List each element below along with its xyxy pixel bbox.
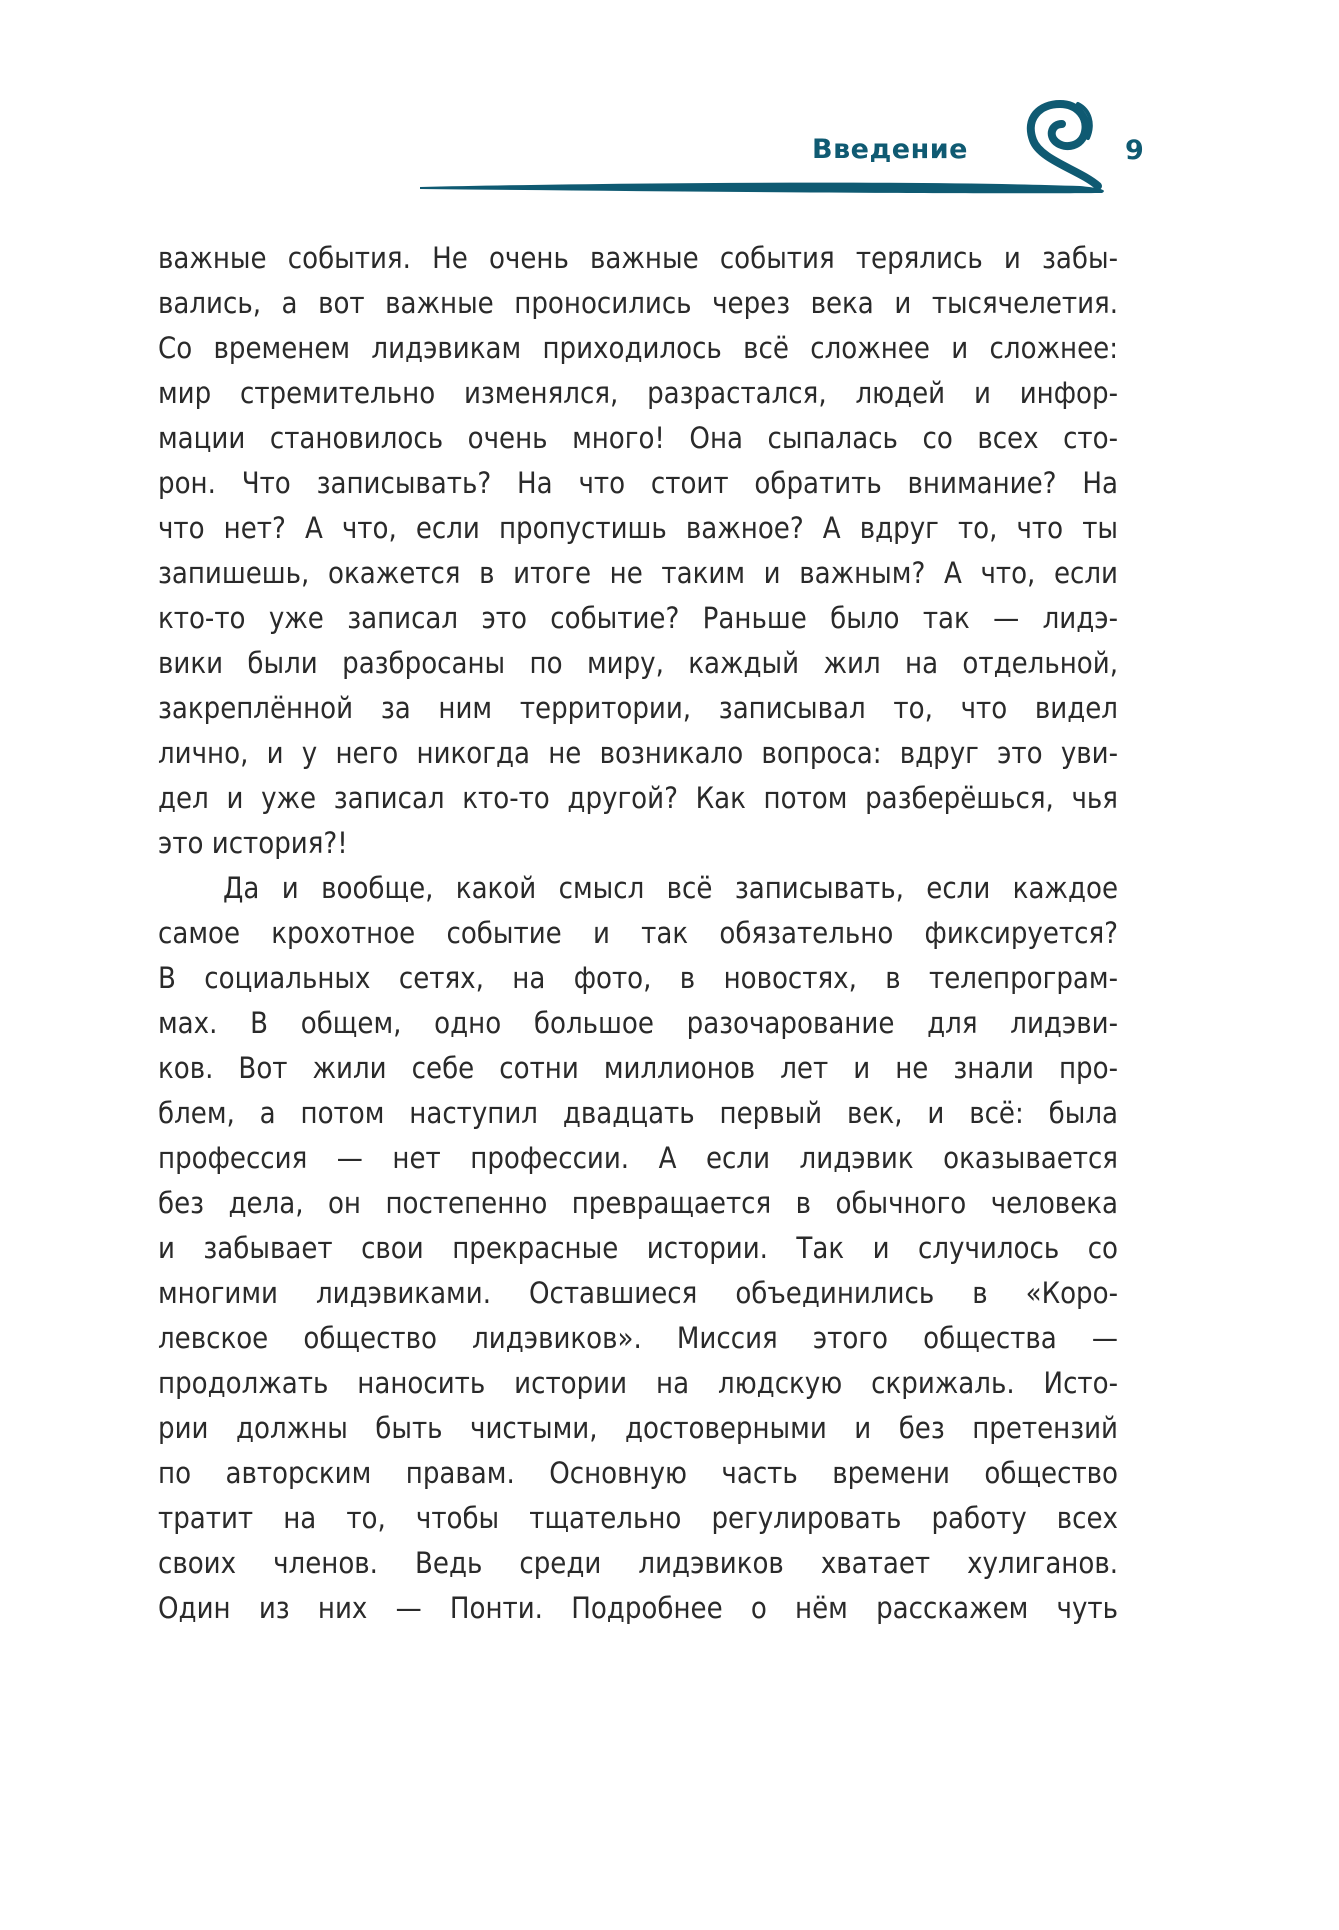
text-line: самое крохотное событие и так обязательно фиксируется?	[158, 916, 1118, 950]
text-line: вики были разбросаны по миру, каждый жил на отдельной,	[158, 646, 1118, 680]
text-line: мир стремительно изменялся, разрастался, людей и инфор-	[158, 376, 1118, 410]
header-ornament	[0, 0, 1339, 220]
text-line: важные события. Не очень важные события терялись и забы-	[158, 241, 1118, 275]
header-rule-line	[420, 183, 1104, 194]
text-line: Со временем лидэвикам приходилось всё сложнее и сложнее:	[158, 331, 1118, 365]
text-line: многими лидэвиками. Оставшиеся объединились в «Коро-	[158, 1276, 1118, 1310]
text-line: без дела, он постепенно превращается в обычного человека	[158, 1186, 1118, 1220]
paragraph	[158, 236, 1118, 866]
text-line: лично, и у него никогда не возникало вопроса: вдруг это уви-	[158, 736, 1118, 770]
swirl-ornament-icon	[1031, 104, 1098, 186]
text-line: рии должны быть чистыми, достоверными и без претензий	[158, 1411, 1118, 1445]
text-line: тратит на то, чтобы тщательно регулировать работу всех	[158, 1501, 1118, 1535]
text-line: профессия — нет профессии. А если лидэвик оказывается	[158, 1141, 1118, 1175]
text-line: закреплённой за ним территории, записывал то, что видел	[158, 691, 1118, 725]
text-line: мах. В общем, одно большое разочарование для лидэви-	[158, 1006, 1118, 1040]
text-line: Один из них — Понти. Подробнее о нём расскажем чуть	[158, 1591, 1118, 1625]
text-line: это история?!	[158, 826, 348, 860]
text-line: и забывает свои прекрасные истории. Так и случилось со	[158, 1231, 1118, 1265]
paragraph	[158, 866, 1118, 1631]
text-line: рон. Что записывать? На что стоит обратить внимание? На	[158, 466, 1118, 500]
text-line: запишешь, окажется в итоге не таким и важным? А что, если	[158, 556, 1118, 590]
section-title: Введение	[812, 134, 968, 165]
text-line: левское общество лидэвиков». Миссия этого общества —	[158, 1321, 1118, 1355]
text-line: Да и вообще, какой смысл всё записывать, если каждое	[223, 871, 1118, 905]
text-line: продолжать наносить истории на людскую скрижаль. Исто-	[158, 1366, 1118, 1400]
text-line: дел и уже записал кто-то другой? Как потом разберёшься, чья	[158, 781, 1118, 815]
text-line: В социальных сетях, на фото, в новостях, в телепрограм-	[158, 961, 1118, 995]
body-text	[158, 236, 1118, 1631]
text-line: мации становилось очень много! Она сыпалась со всех сто-	[158, 421, 1118, 455]
text-line: вались, а вот важные проносились через века и тысячелетия.	[158, 286, 1118, 320]
text-line: блем, а потом наступил двадцать первый век, и всё: была	[158, 1096, 1118, 1130]
text-line: своих членов. Ведь среди лидэвиков хватает хулиганов.	[158, 1546, 1118, 1580]
text-line: по авторским правам. Основную часть времени общество	[158, 1456, 1118, 1490]
text-line: кто-то уже записал это событие? Раньше было так — лидэ-	[158, 601, 1118, 635]
page-number: 9	[1125, 135, 1144, 166]
text-line: ков. Вот жили себе сотни миллионов лет и не знали про-	[158, 1051, 1118, 1085]
text-line: что нет? А что, если пропустишь важное? А вдруг то, что ты	[158, 511, 1118, 545]
